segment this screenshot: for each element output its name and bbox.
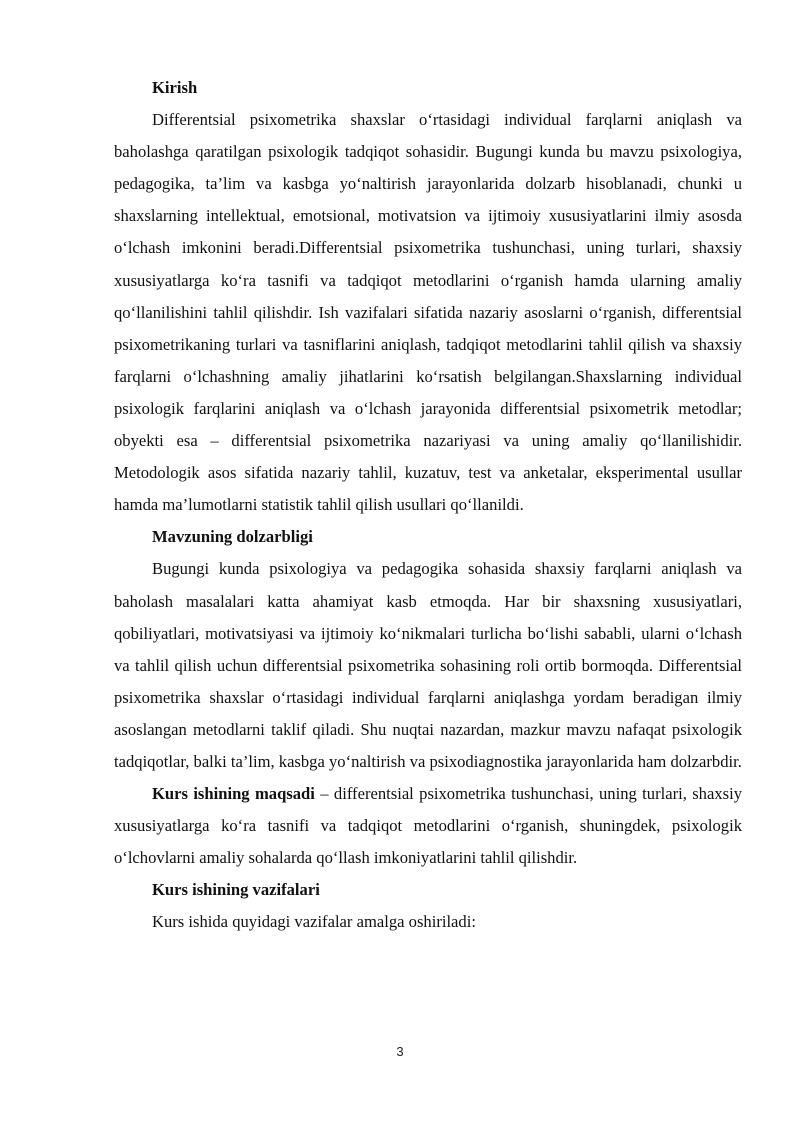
paragraph-kirish: Differentsial psixometrika shaxslar o‘rtasidagi individual farqlarni aniqlash va baholashga qaratilgan psixologik tadqiqot sohasidir. Bugungi kunda bu mavzu psixologiya, pedagogika, ta’lim va kasbga yo‘naltirish jarayonlarida dolzarb hisoblanadi, chunki u shaxslarning intellektual, emotsional, motivatsion va ijtimoiy xususiyatlarini ilmiy asosda o‘lchash imkonini beradi.Differentsial psixometrika tushunchasi, uning turlari, shaxsiy xususiyatlarga ko‘ra tasnifi va tadqiqot metodlarini o‘rganish hamda ularning amaliy qo‘llanilishini tahlil qilishdir. Ish vazifalari sifatida nazariy asoslarni o‘rganish, differentsial psixometrikaning turlari va tasniflarini aniqlash, tadqiqot metodlarini tahlil qilish va shaxsiy farqlarni o‘lchashning amaliy jihatlarini ko‘rsatish belgilangan.Shaxslarning individual psixologik farqlarini aniqlash va o‘lchash jarayonida differentsial psixometrik metodlar; obyekti esa – differentsial psixometrika nazariyasi va uning amaliy qo‘llanilishidir. Metodologik asos sifatida nazariy tahlil, kuzatuv, test va anketalar, eksperimental usullar hamda ma’lumotlarni statistik tahlil qilish usullari qo‘llanildi. [114,110,742,515]
paragraph-maqsad [114,778,742,874]
heading-kirish: Kirish [152,78,198,97]
heading-dolzarblik: Mavzuning dolzarbligi [152,527,313,547]
page-number: 3 [396,1044,404,1059]
document-page [114,72,742,939]
maqsad-label: Kurs ishining maqsadi [152,784,315,804]
heading-vazifalar: Kurs ishining vazifalari [152,880,320,900]
paragraph-dolzarblik: Bugungi kunda psixologiya va pedagogika sohasida shaxsiy farqlarni aniqlash va baholash masalalari katta ahamiyat kasb etmoqda. Har bir shaxsning xususiyatlari, qobiliyatlari, motivatsiyasi va ijtimoiy ko‘nikmalari turlicha bo‘lishi sababli, ularni o‘lchash va tahlil qilish uchun differentsial psixometrika sohasining roli ortib bormoqda. Differentsial psixometrika shaxslar o‘rtasidagi individual farqlarni aniqlashga yordam beradigan ilmiy asoslangan metodlarni taklif qiladi. Shu nuqtai nazardan, mazkur mavzu nafaqat psixologik tadqiqotlar, balki ta’lim, kasbga yo‘naltirish va psixodiagnostika jarayonlarida ham dolzarbdir. [114,559,742,771]
maqsad-text: – differentsial psixometrika tushunchasi, uning turlari, shaxsiy xususiyatlarga ko‘ra tasnifi va tadqiqot metodlarini o‘rganish, shuningdek, psixologik o‘lchovlarni amaliy sohalarda qo‘llash imkoniyatlarini tahlil qilishdir. [114,784,743,868]
paragraph-vazifalar: Kurs ishida quyidagi vazifalar amalga oshiriladi: [152,912,476,932]
